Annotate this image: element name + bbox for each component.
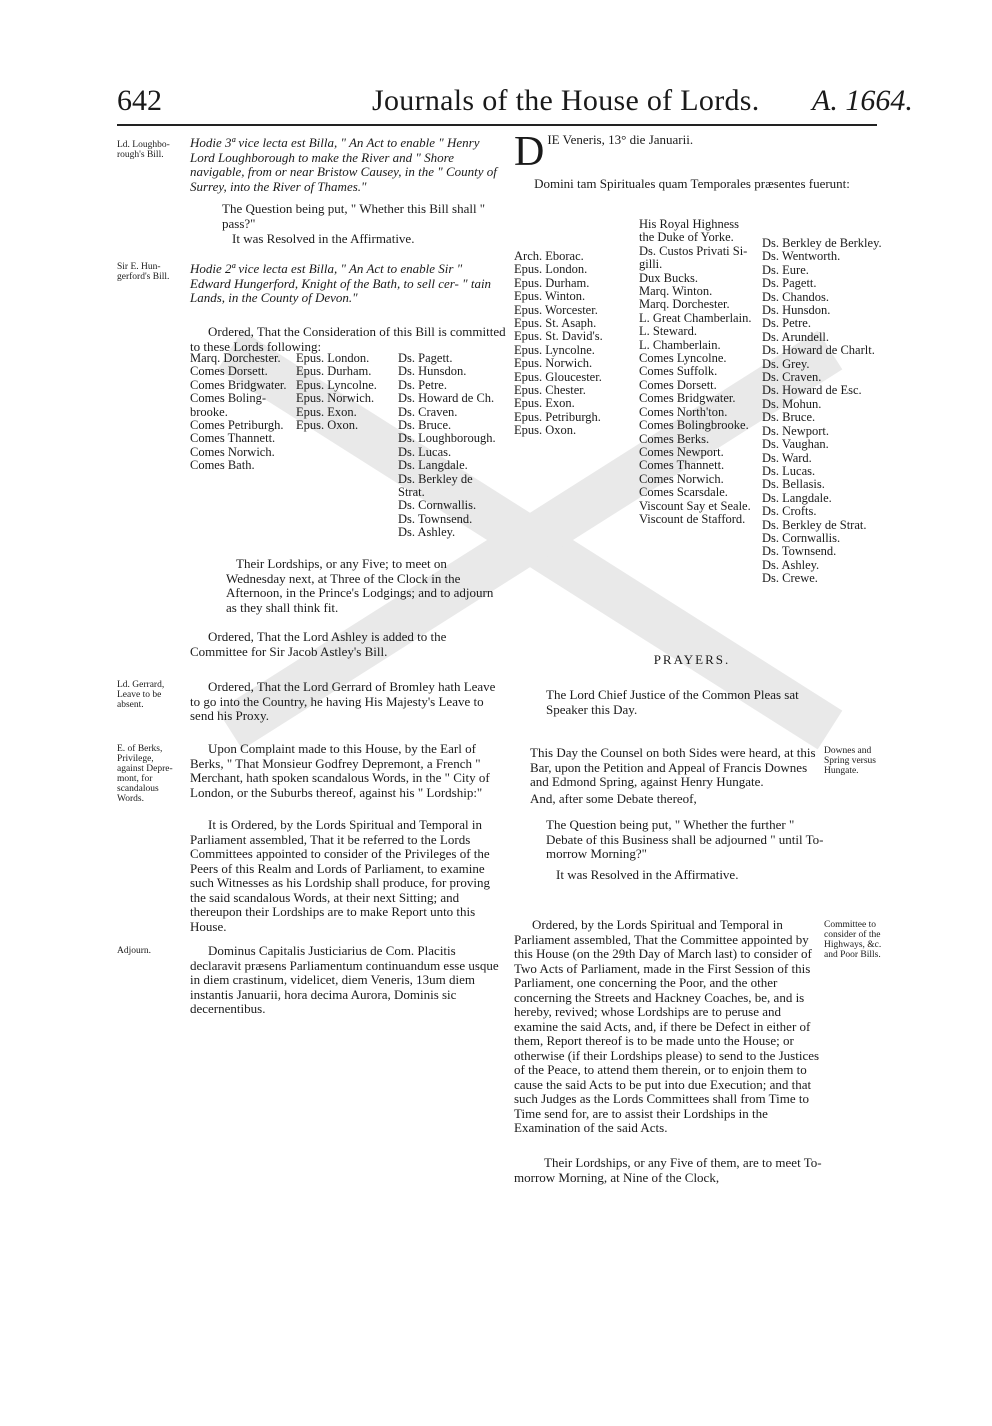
committee-member: Epus. Durham. bbox=[296, 364, 372, 379]
attendee: Comes Lyncolne. bbox=[639, 351, 727, 366]
drop-cap: D bbox=[514, 129, 545, 175]
attendee: Epus. Durham. bbox=[514, 275, 590, 290]
entry-hungerford-bill: Hodie 2ª vice lecta est Billa, " An Act to enable Sir " Edward Hungerford, Knight of the Bath, to sell cer- " tain Lands, in the County of Devon." bbox=[190, 261, 492, 305]
domini-heading: Domini tam Spirituales quam Temporales præsentes fuerunt: bbox=[534, 176, 850, 191]
attendee: Comes Dorsett. bbox=[639, 377, 717, 392]
page-year: A. 1664. bbox=[812, 84, 913, 117]
attendee: His Royal Highness bbox=[639, 217, 739, 231]
committee-member: Marq. Dorchester. bbox=[190, 351, 281, 365]
attendee: Ds. Arundell. bbox=[762, 329, 830, 344]
attendee: Ds. Pagett. bbox=[762, 276, 817, 291]
attendee: Epus. St. Asaph. bbox=[514, 316, 597, 331]
committee-member: Ds. Pagett. bbox=[398, 351, 453, 365]
meeting-tomorrow: Their Lordships, or any Five of them, are to meet To-morrow Morning, at Nine of the Clock, bbox=[514, 1155, 822, 1185]
adjournment-latin: Dominus Capitalis Justiciarius de Com. Placitis declaravit præsens Parliamentum continuandum esse usque in diem crastinum, videlicet, diem Veneris, 13um diem instantis Januarii, hora decima Aurora, Dominis sic decernentibus. bbox=[190, 943, 499, 1016]
committee-member: Ds. Ashley. bbox=[398, 525, 456, 540]
attendee: Ds. Custos Privati Si- bbox=[639, 243, 748, 258]
attendee: Epus. London. bbox=[514, 262, 588, 277]
committee-member: Comes Petriburgh. bbox=[190, 418, 284, 433]
attendee: Ds. Petre. bbox=[762, 316, 811, 331]
attendee: Ds. Grey. bbox=[762, 356, 810, 371]
attendee: Epus. Lyncolne. bbox=[514, 342, 595, 357]
committee-member: Epus. Exon. bbox=[296, 404, 357, 419]
margin-note-highways: Committee to consider of the Highways, &c. and Poor Bills. bbox=[824, 920, 882, 960]
ordered-hungerford-committee: Ordered, That the Consideration of this Bill is committed to these Lords following: bbox=[190, 324, 506, 354]
committee-member: Epus. Norwich. bbox=[296, 391, 375, 406]
committee-member: Comes Boling- bbox=[190, 391, 267, 406]
attendee: Ds. Wentworth. bbox=[762, 249, 841, 264]
resolved-loughborough: It was Resolved in the Affirmative. bbox=[232, 231, 415, 246]
attendee: Comes Newport. bbox=[639, 444, 724, 459]
attendee: Comes Bolingbrooke. bbox=[639, 418, 749, 433]
attendee: Epus. Norwich. bbox=[514, 356, 593, 371]
ordered-privileges: It is Ordered, by the Lords Spiritual and Temporal in Parliament assembled, That it be referred to the Lords Committees appointed to consider of the Privileges of the Peers of this Realm and Lords of Parliament, to examine such Witnesses as his Lordship shall produce, for proving the said scandalous Words, at their next Sitting; and thereupon their Lordships are to make Report unto this House. bbox=[190, 817, 490, 934]
question-loughborough: The Question being put, " Whether this Bill shall " pass?" bbox=[222, 201, 486, 231]
attendee: Viscount de Stafford. bbox=[639, 511, 746, 526]
attendee: Epus. Oxon. bbox=[514, 423, 577, 438]
committee-member: Ds. Berkley de bbox=[398, 471, 473, 486]
attendee: Ds. Ashley. bbox=[762, 557, 820, 572]
date-text: IE Veneris, 13° die Januarii. bbox=[547, 132, 694, 147]
counsel-heard: This Day the Counsel on both Sides were heard, at this Bar, upon the Petition and Appeal of Francis Downes and Edmond Spring, against Henry Hungate. bbox=[530, 745, 816, 789]
attendance-col3 bbox=[762, 237, 882, 586]
page-title: Journals of the House of Lords. bbox=[372, 84, 760, 117]
margin-note-downes: Downes and Spring versus Hungate. bbox=[824, 746, 876, 776]
attendee: gilli. bbox=[639, 257, 663, 272]
committee-member: Epus. Lyncolne. bbox=[296, 377, 377, 392]
attendee: Epus. Chester. bbox=[514, 383, 586, 398]
committee-member: Ds. Howard de Ch. bbox=[398, 391, 495, 406]
attendee: Ds. Bruce. bbox=[762, 410, 816, 425]
margin-note-adjourn: Adjourn. bbox=[117, 946, 152, 956]
attendee: Ds. Bellasis. bbox=[762, 477, 825, 492]
committee-list-col3 bbox=[398, 352, 496, 540]
committee-member: Ds. Hunsdon. bbox=[398, 364, 467, 379]
committee-member: Ds. Bruce. bbox=[398, 418, 452, 433]
attendee: Ds. Vaughan. bbox=[762, 437, 829, 452]
attendee: Dux Bucks. bbox=[639, 270, 699, 285]
attendee: Ds. Crewe. bbox=[762, 571, 818, 586]
attendee: L. Chamberlain. bbox=[639, 337, 721, 352]
attendee: Ds. Howard de Charlt. bbox=[762, 343, 875, 358]
margin-note-loughborough: Ld. Loughbo-rough's Bill. bbox=[117, 140, 170, 160]
committee-member: Ds. Craven. bbox=[398, 404, 458, 419]
attendee: Viscount Say et Seale. bbox=[639, 498, 751, 513]
attendee: Epus. Worcester. bbox=[514, 302, 598, 317]
attendee: Ds. Howard de Esc. bbox=[762, 383, 862, 398]
attendee: Ds. Cornwallis. bbox=[762, 530, 841, 545]
margin-note-berks: E. of Berks, Privilege, against Depre-mont, for scandalous Words. bbox=[117, 744, 173, 804]
committee-member: Comes Dorsett. bbox=[190, 364, 268, 379]
committee-member: Ds. Loughborough. bbox=[398, 431, 496, 446]
margin-note-gerrard: Ld. Gerrard, Leave to be absent. bbox=[117, 680, 165, 710]
attendee: Comes Berks. bbox=[639, 431, 710, 446]
committee-member: Ds. Langdale. bbox=[398, 458, 468, 473]
committee-member: brooke. bbox=[190, 404, 228, 419]
attendee: Comes Suffolk. bbox=[639, 364, 718, 379]
attendee: L. Steward. bbox=[639, 324, 697, 339]
entry-loughborough-bill: Hodie 3ª vice lecta est Billa, " An Act to enable " Henry Lord Loughborough to make the River and " Shore navigable, from or near Bristow Causey, in the " County of Surrey, into the River of Thames." bbox=[190, 135, 497, 194]
attendee: Ds. Mohun. bbox=[762, 396, 822, 411]
committee-member: Strat. bbox=[398, 485, 425, 500]
attendee: the Duke of Yorke. bbox=[639, 230, 734, 245]
attendee: Comes Scarsdale. bbox=[639, 485, 728, 500]
attendee: Ds. Townsend. bbox=[762, 544, 837, 559]
attendee: Ds. Chandos. bbox=[762, 289, 830, 304]
attendee: Comes Norwich. bbox=[639, 471, 724, 486]
prayers-heading: PRAYERS. bbox=[653, 652, 731, 667]
attendee: Ds. Ward. bbox=[762, 450, 812, 465]
question-adjourn: The Question being put, " Whether the further " Debate of this Business shall be adjourned " until To-morrow Morning?" bbox=[546, 817, 824, 861]
resolved-adjourn: It was Resolved in the Affirmative. bbox=[556, 867, 739, 882]
attendance-col2 bbox=[639, 218, 751, 526]
attendee: Ds. Langdale. bbox=[762, 490, 832, 505]
attendee: Epus. Winton. bbox=[514, 289, 586, 304]
attendee: Ds. Craven. bbox=[762, 370, 822, 385]
committee-member: Ds. Cornwallis. bbox=[398, 498, 477, 513]
attendee: Epus. Petriburgh. bbox=[514, 409, 601, 424]
ordered-committee-revived: Ordered, by the Lords Spiritual and Temporal in Parliament assembled, That the Committee appointed by this House (on the 29th Day of March last) to consider of Two Acts of Parliament, made in the First Session of this Parliament, one concerning the Poor, and the other concerning the Streets and Hackney Coaches, be, and is hereby, revived; whose Lordships are to peruse and examine the said Acts, and, if there be Defect in either of them, Report thereof is to be made unto the House; or otherwise (if their Lordships please) to send to the Justices of the Peace, to attend them therein, or to enjoin them to cause the said Acts to be put into due Execution; and that such Judges as the Lords Committees shall from Time to Time send for, are to assist their Lordships in the Examination of the said Acts. bbox=[514, 917, 820, 1135]
after-debate: And, after some Debate thereof, bbox=[530, 791, 697, 806]
committee-member: Epus. London. bbox=[296, 351, 370, 365]
committee-list-col1 bbox=[190, 352, 287, 473]
attendee: Ds. Hunsdon. bbox=[762, 303, 831, 318]
ordered-gerrard-leave: Ordered, That the Lord Gerrard of Bromley hath Leave to go into the Country, he having His Majesty's Leave to send his Proxy. bbox=[190, 679, 496, 723]
attendee: Epus. St. David's. bbox=[514, 329, 603, 344]
date-heading bbox=[514, 129, 814, 175]
attendee: Epus. Gloucester. bbox=[514, 369, 602, 384]
attendee: Epus. Exon. bbox=[514, 396, 575, 411]
attendee: Ds. Eure. bbox=[762, 262, 809, 277]
attendee: Ds. Newport. bbox=[762, 423, 830, 438]
speaker-note: The Lord Chief Justice of the Common Pleas sat Speaker this Day. bbox=[546, 687, 799, 717]
committee-member: Comes Bridgwater. bbox=[190, 377, 287, 392]
margin-note-hungerford: Sir E. Hun-gerford's Bill. bbox=[117, 262, 170, 282]
attendee: Marq. Winton. bbox=[639, 284, 713, 299]
committee-member: Epus. Oxon. bbox=[296, 418, 359, 433]
committee-member: Comes Norwich. bbox=[190, 444, 275, 459]
attendee: L. Great Chamberlain. bbox=[639, 310, 752, 325]
attendance-col1 bbox=[514, 250, 603, 438]
attendee: Marq. Dorchester. bbox=[639, 297, 730, 312]
committee-member: Ds. Lucas. bbox=[398, 444, 452, 459]
meeting-hungerford: Their Lordships, or any Five; to meet on Wednesday next, at Three of the Clock in the Afternoon, in the Prince's Lodgings; and to adjourn as they shall think fit. bbox=[226, 556, 494, 615]
ordered-ashley-added: Ordered, That the Lord Ashley is added to the Committee for Sir Jacob Astley's Bill. bbox=[190, 629, 447, 659]
committee-list-col2 bbox=[296, 352, 377, 432]
page-number: 642 bbox=[117, 84, 162, 117]
committee-member: Comes Bath. bbox=[190, 458, 255, 473]
attendee: Ds. Lucas. bbox=[762, 463, 816, 478]
attendee: Ds. Berkley de Berkley. bbox=[762, 236, 882, 250]
committee-member: Ds. Townsend. bbox=[398, 511, 473, 526]
attendee: Arch. Eborac. bbox=[514, 249, 584, 263]
committee-member: Comes Thannett. bbox=[190, 431, 276, 446]
attendee: Ds. Crofts. bbox=[762, 504, 817, 519]
attendee: Comes Thannett. bbox=[639, 458, 725, 473]
attendee: Ds. Berkley de Strat. bbox=[762, 517, 867, 532]
header-rule bbox=[117, 124, 877, 126]
attendee: Comes Bridgwater. bbox=[639, 391, 736, 406]
complaint-berks: Upon Complaint made to this House, by the Earl of Berks, " That Monsieur Godfrey Depremont, a French " Merchant, hath spoken scandalous Words, in the " City of London, or the Suburbs thereof, against his " Lordship:" bbox=[190, 741, 490, 800]
committee-member: Ds. Petre. bbox=[398, 377, 447, 392]
attendee: Comes North'ton. bbox=[639, 404, 728, 419]
